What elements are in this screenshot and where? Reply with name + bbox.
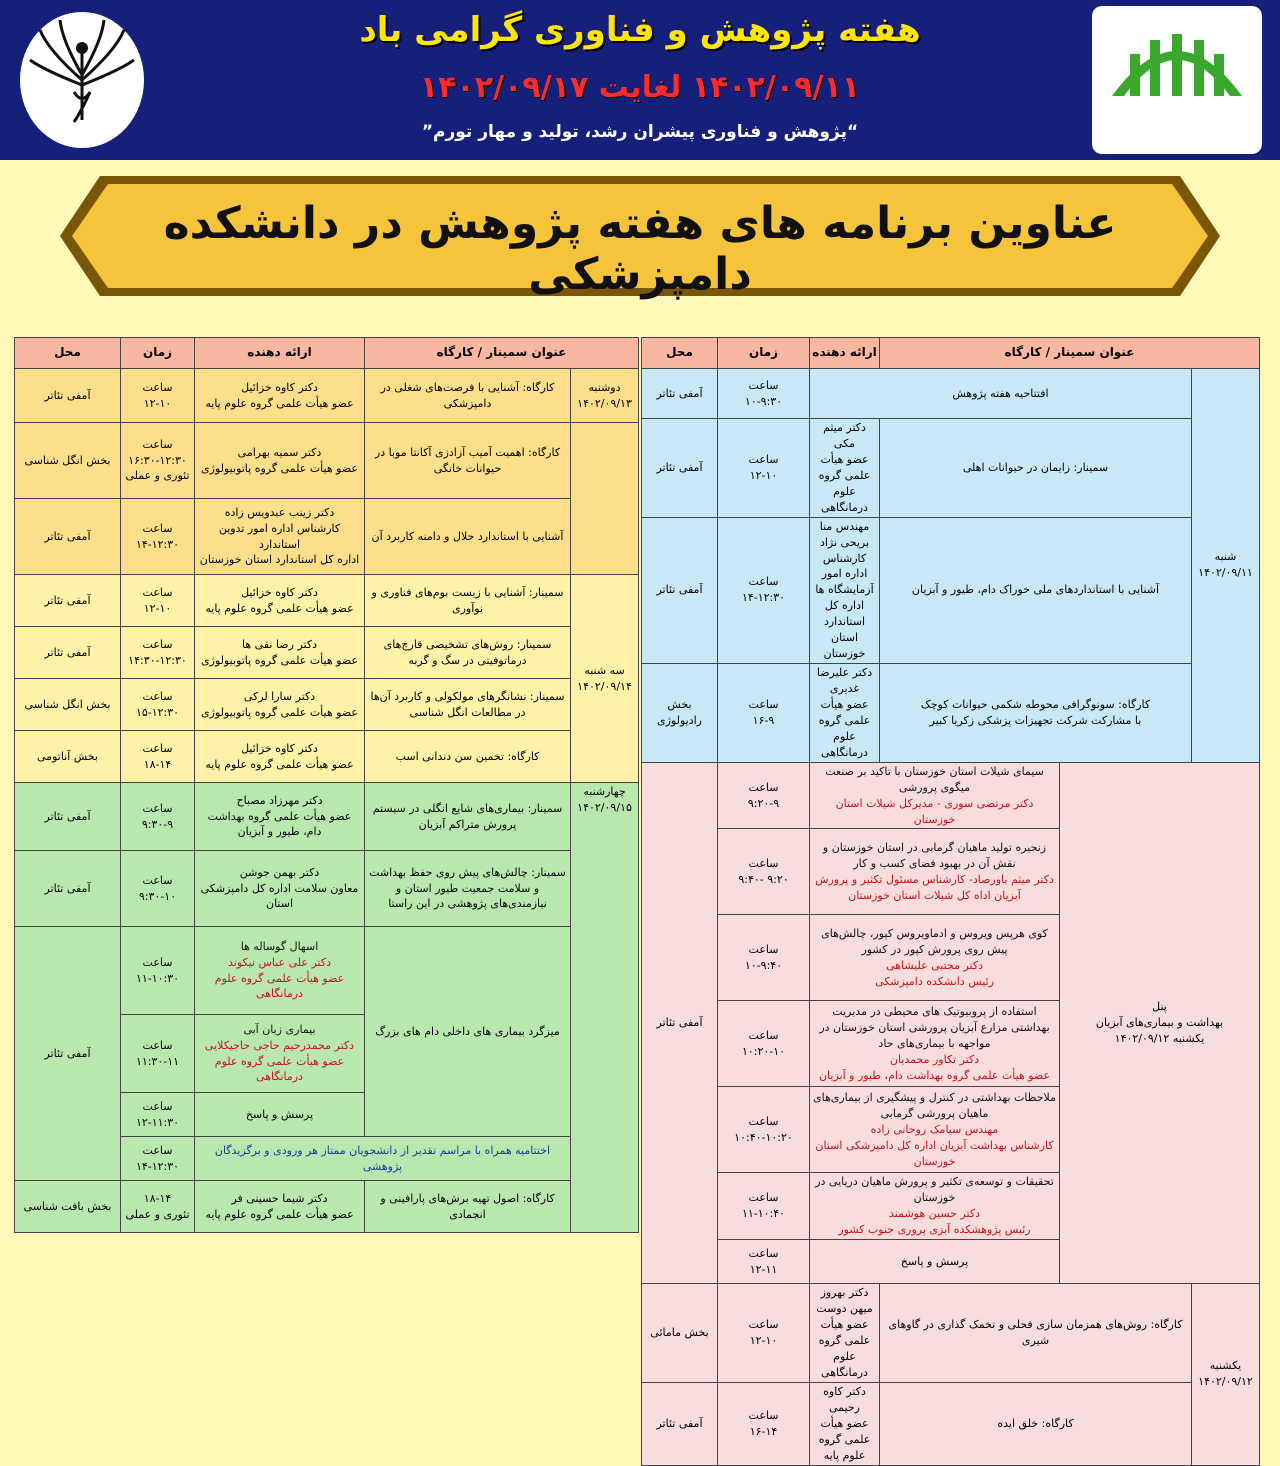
event-place: بخش بافت شناسی bbox=[15, 1181, 121, 1233]
event-time: ساعت ۱۲-۱۱:۳۰ bbox=[121, 1093, 195, 1137]
event-time: ساعت ۱۲-۱۱ bbox=[718, 1240, 810, 1284]
event-time: ساعت ۱۲-۱۰ bbox=[121, 575, 195, 627]
col-header-title: عنوان سمینار / کارگاه bbox=[365, 338, 639, 369]
event-time: ساعت ۱۲-۱۰ bbox=[121, 369, 195, 423]
banner-title: عناوین برنامه های هفته پژوهش در دانشکده دامپزشکی bbox=[163, 198, 1117, 300]
event-presenter: دکتر سمیه بهرامی عضو هیأت علمی گروه پاتوبیولوژی bbox=[195, 423, 365, 499]
event-presenter: دکتر زینب عبدویس زاده کارشناس اداره امور تدوین استاندارد اداره کل استاندارد استان خوزستان bbox=[195, 499, 365, 575]
col-header-presenter: ارائه دهنده bbox=[810, 338, 880, 369]
panel-topic: زنجیره تولید ماهیان گرمابی در استان خوزستان و نقش آن در بهبود فضای کسب و کار bbox=[822, 841, 1047, 870]
panel-presenter: پرسش و پاسخ bbox=[195, 1093, 365, 1137]
panel-name: دکتر تکاور محمدیان bbox=[889, 1052, 980, 1066]
header-slogan: “پژوهش و فناوری پیشران رشد، تولید و مهار تورم” bbox=[421, 122, 859, 142]
event-title: آشنایی با استاندارد حلال و دامنه کاربرد آن bbox=[365, 499, 571, 575]
event-time: ۱۸-۱۴ تئوری و عملی bbox=[121, 1181, 195, 1233]
panel-topic: تحقیقات و توسعه‌ی تکثیر و پرورش ماهیان دریایی در خوزستان bbox=[815, 1175, 1054, 1205]
event-time: ساعت ۱۴:۳۰-۱۲:۳۰ bbox=[121, 627, 195, 679]
event-time: ساعت ۹:۲۰ -۹:۴۰ bbox=[718, 829, 810, 915]
event-time: ساعت ۱۶-۹ bbox=[718, 664, 810, 763]
panel-role: عضو هیأت علمی گروه بهداشت دام، طیور و آبزیان bbox=[818, 1068, 1051, 1082]
panel-item bbox=[810, 1173, 1060, 1240]
event-time: ساعت ۱۰-۹:۴۰ bbox=[718, 915, 810, 1001]
event-presenter: دکتر رضا نقی ها عضو هیأت علمی گروه پاتوبیولوژی bbox=[195, 627, 365, 679]
col-header-place: محل bbox=[642, 338, 718, 369]
schedule-table-left bbox=[14, 337, 639, 1233]
event-time: ساعت ۱۰:۲۰-۱۰ bbox=[718, 1001, 810, 1087]
panel-day-cell: پنل بهداشت و بیماری‌های آبزیان یکشنبه ۱۴۰۲/۰۹/۱۲ bbox=[1060, 762, 1260, 1284]
event-place: آمفی تئاتر bbox=[15, 575, 121, 627]
col-header-place: محل bbox=[15, 338, 121, 369]
day-cell-empty bbox=[571, 423, 639, 575]
panel-item bbox=[810, 1087, 1060, 1173]
event-title: سمینار: نشانگرهای مولکولی و کاربرد آن‌ها در مطالعات انگل شناسی bbox=[365, 679, 571, 731]
event-place: آمفی تئاتر bbox=[642, 1382, 718, 1465]
event-place: بخش آناتومی bbox=[15, 731, 121, 783]
panel-role: رئیس پژوهشکده آبزی پروری جنوب کشور bbox=[838, 1223, 1031, 1237]
event-presenter: دکتر شیما حسینی فر عضو هیأت علمی گروه علوم پایه bbox=[195, 1181, 365, 1233]
event-time: ساعت ۱۱-۱۰:۴۰ bbox=[718, 1173, 810, 1240]
panel-name: دکتر محمدرحیم حاجی حاجیکلایی bbox=[204, 1038, 355, 1052]
event-place: بخش مامائی bbox=[642, 1284, 718, 1383]
event-place: آمفی تئاتر bbox=[15, 369, 121, 423]
day-cell: سه شنبه ۱۴۰۲/۰۹/۱۴ bbox=[571, 575, 639, 783]
panel-topic: اسهال گوساله ها bbox=[240, 939, 319, 953]
event-presenter: دکتر کاوه رحیمی عضو هیأت علمی گروه علوم پایه bbox=[810, 1382, 880, 1465]
event-title: سمینار: روش‌های تشخیصی قارچ‌های درماتوفیتی در سگ و گربه bbox=[365, 627, 571, 679]
event-time: ساعت ۱۴-۱۲:۳۰ bbox=[718, 517, 810, 663]
panel-name: مهندس سیامک روحانی زاده bbox=[870, 1122, 999, 1136]
event-place: آمفی تئاتر bbox=[15, 499, 121, 575]
panel-name: دکتر میثم باورصاد- کارشناس مسئول تکثیر و پرورش آبزیان اداه کل شیلات استان خوزستان bbox=[815, 872, 1054, 902]
event-title: سمینار: زایمان در حیوانات اهلی bbox=[880, 419, 1192, 518]
panel-name: دکتر مرتضی سوری - مدیرکل شیلات استان خوزستان bbox=[835, 796, 1034, 826]
panel-name: دکتر مجتبی علیشاهی bbox=[886, 958, 983, 972]
event-place: بخش انگل شناسی bbox=[15, 679, 121, 731]
event-presenter: دکتر سارا لرکی عضو هیأت علمی گروه پاتوبیولوژی bbox=[195, 679, 365, 731]
panel-presenter bbox=[195, 927, 365, 1015]
panel-topic: استفاده از پروبیوتیک های محیطی در مدیریت بهداشتی مزارع آبزیان پرورشی استان خوزستان در مواجهه با بیماری‌های حاد bbox=[819, 1005, 1050, 1050]
event-time: ساعت ۱۸-۱۴ bbox=[121, 731, 195, 783]
panel-role: رئیس دانشکده دامپزشکی bbox=[875, 974, 994, 988]
event-presenter: دکتر کاوه خزائیل عضو هیأت علمی گروه علوم پایه bbox=[195, 731, 365, 783]
panel-topic: کوی هرپس ویروس و ادماویروس کپور، چالش‌های پیش روی پرورش کپور در کشور bbox=[821, 927, 1048, 956]
event-presenter: دکتر علیرضا غدیری عضو هیأت علمی گروه علوم درمانگاهی bbox=[810, 664, 880, 763]
panel-role: کارشناس بهداشت آبزیان اداره کل دامپزشکی استان خوزستان bbox=[815, 1138, 1054, 1168]
panel-name: دکتر حسین هوشمند bbox=[889, 1207, 980, 1221]
event-place: آمفی تئاتر bbox=[642, 419, 718, 518]
event-place: بخش رادیولوژی bbox=[642, 664, 718, 763]
event-place: آمفی تئاتر bbox=[15, 927, 121, 1181]
col-header-title: عنوان سمینار / کارگاه bbox=[880, 338, 1260, 369]
title-banner bbox=[60, 176, 1220, 300]
day-cell: یکشنبه ۱۴۰۲/۰۹/۱۲ bbox=[1192, 1284, 1260, 1465]
event-title: سمینار: چالش‌های پیش روی حفظ بهداشت و سلامت جمعیت طیور استان و نیازمندی‌های پژوهشی در این راستا bbox=[365, 851, 571, 927]
closing-ceremony: اختتامیه همراه با مراسم تقدیر از دانشجویان ممتاز هر ورودی و برگزیدگان پژوهشی bbox=[195, 1137, 571, 1181]
event-presenter: دکتر مهرزاد مصباح عضو هیأت علمی گروه بهداشت دام، طیور و آبزیان bbox=[195, 783, 365, 851]
header-date-range: ۱۴۰۲/۰۹/۱۱ لغایت ۱۴۰۲/۰۹/۱۷ bbox=[419, 70, 861, 105]
event-place: بخش انگل شناسی bbox=[15, 423, 121, 499]
event-title: کارگاه: خلق ایده bbox=[880, 1382, 1192, 1465]
event-time: ساعت ۹:۳۰-۹ bbox=[121, 783, 195, 851]
panel-name: دکتر علی عباس نیکوند bbox=[227, 955, 332, 969]
event-time: ساعت ۱۱:۳۰-۱۱ bbox=[121, 1015, 195, 1093]
event-time: ساعت ۹:۳۰-۱۰ bbox=[121, 851, 195, 927]
event-place: آمفی تئاتر bbox=[642, 517, 718, 663]
event-title: کارگاه: تخمین سن دندانی اسب bbox=[365, 731, 571, 783]
event-title: افتتاحیه هفته پژوهش bbox=[810, 369, 1192, 419]
day-cell: شنبه ۱۴۰۲/۰۹/۱۱ bbox=[1192, 369, 1260, 763]
schedule-table-right bbox=[641, 337, 1260, 1466]
col-header-presenter: ارائه دهنده bbox=[195, 338, 365, 369]
panel-topic: ملاحظات بهداشتی در کنترل و پیشگیری از بیماری‌های ماهیان پرورشی گرمابی bbox=[813, 1091, 1056, 1121]
event-presenter: دکتر کاوه خزائیل عضو هیأت علمی گروه علوم پایه bbox=[195, 575, 365, 627]
event-time: ساعت ۱۰:۴۰-۱۰:۲۰ bbox=[718, 1087, 810, 1173]
panel-role: عضو هیأت علمی گروه علوم درمانگاهی bbox=[214, 1054, 345, 1084]
event-place: آمفی تئاتر bbox=[642, 762, 718, 1284]
event-time: ساعت ۱۶:۳۰-۱۲:۳۰ تئوری و عملی bbox=[121, 423, 195, 499]
panel-topic: بیماری زبان آبی bbox=[243, 1022, 316, 1036]
panel-role: عضو هیأت علمی گروه علوم درمانگاهی bbox=[214, 971, 345, 1001]
event-time: ساعت ۹:۲۰-۹ bbox=[718, 762, 810, 829]
event-title: کارگاه: آشنایی با فرصت‌های شغلی در دامپزشکی bbox=[365, 369, 571, 423]
panel-topic: سیمای شیلات استان خوزستان با تاکید بر صنعت میگوی پرورشی bbox=[825, 764, 1044, 794]
event-title: کارگاه: سونوگرافی محوطه شکمی حیوانات کوچک با مشارکت شرکت تجهیزات پزشکی زکریا کبیر bbox=[880, 664, 1192, 763]
event-title: سمینار: بیماری‌های شایع انگلی در سیستم پرورش متراکم آبزیان bbox=[365, 783, 571, 851]
event-time: ساعت ۱۱-۱۰:۳۰ bbox=[121, 927, 195, 1015]
event-title: کارگاه: اهمیت آمیب آزادزی آکانتا موبا در حیوانات خانگی bbox=[365, 423, 571, 499]
event-time: ساعت ۱۵-۱۲:۳۰ bbox=[121, 679, 195, 731]
event-title: سمینار: آشنایی با زیست بوم‌های فناوری و نوآوری bbox=[365, 575, 571, 627]
event-place: آمفی تئاتر bbox=[15, 783, 121, 851]
event-place: آمفی تئاتر bbox=[15, 627, 121, 679]
event-time: ساعت ۱۲-۱۰ bbox=[718, 419, 810, 518]
col-header-time: زمان bbox=[718, 338, 810, 369]
event-title: آشنایی با استانداردهای ملی خوراک دام، طیور و آبزیان bbox=[880, 517, 1192, 663]
col-header-time: زمان bbox=[121, 338, 195, 369]
event-title: کارگاه: اصول تهیه برش‌های پارافینی و انجمادی bbox=[365, 1181, 571, 1233]
panel-title: میزگرد بیماری های داخلی دام های بزرگ bbox=[365, 927, 571, 1137]
panel-item bbox=[810, 1001, 1060, 1087]
panel-presenter bbox=[195, 1015, 365, 1093]
event-time: ساعت ۱۴-۱۲:۳۰ bbox=[121, 499, 195, 575]
event-place: آمفی تئاتر bbox=[642, 369, 718, 419]
event-presenter: مهندس منا بریحی نژاد کارشناس اداره امور آزمایشگاه ها اداره کل استاندارد استان خوزستان bbox=[810, 517, 880, 663]
day-cell: دوشنبه ۱۴۰۲/۰۹/۱۳ bbox=[571, 369, 639, 423]
header-title: هفته پژوهش و فناوری گرامی باد bbox=[359, 10, 921, 50]
event-presenter: دکتر بهمن جوشن معاون سلامت اداره کل دامپزشکی استان bbox=[195, 851, 365, 927]
event-time: ساعت ۱۰-۹:۳۰ bbox=[718, 369, 810, 419]
event-title: کارگاه: روش‌های همزمان سازی فحلی و تخمک گذاری در گاوهای شیری bbox=[880, 1284, 1192, 1383]
panel-item bbox=[810, 762, 1060, 829]
day-cell: چهارشنبه ۱۴۰۲/۰۹/۱۵ bbox=[571, 783, 639, 1233]
event-time: ساعت ۱۴-۱۲:۳۰ bbox=[121, 1137, 195, 1181]
event-time: ساعت ۱۶-۱۴ bbox=[718, 1382, 810, 1465]
event-presenter: دکتر میثم مکی عضو هیأت علمی گروه علوم درمانگاهی bbox=[810, 419, 880, 518]
panel-item bbox=[810, 915, 1060, 1001]
panel-item bbox=[810, 829, 1060, 915]
event-presenter: دکتر کاوه خزائیل عضو هیأت علمی گروه علوم پایه bbox=[195, 369, 365, 423]
vet-faculty-logo bbox=[18, 10, 146, 150]
university-logo bbox=[1092, 6, 1262, 154]
panel-item: پرسش و پاسخ bbox=[810, 1240, 1060, 1284]
header-bar bbox=[0, 0, 1280, 160]
event-time: ساعت ۱۲-۱۰ bbox=[718, 1284, 810, 1383]
event-presenter: دکتر بهروز میهن دوست عضو هیأت علمی گروه علوم درمانگاهی bbox=[810, 1284, 880, 1383]
event-place: آمفی تئاتر bbox=[15, 851, 121, 927]
